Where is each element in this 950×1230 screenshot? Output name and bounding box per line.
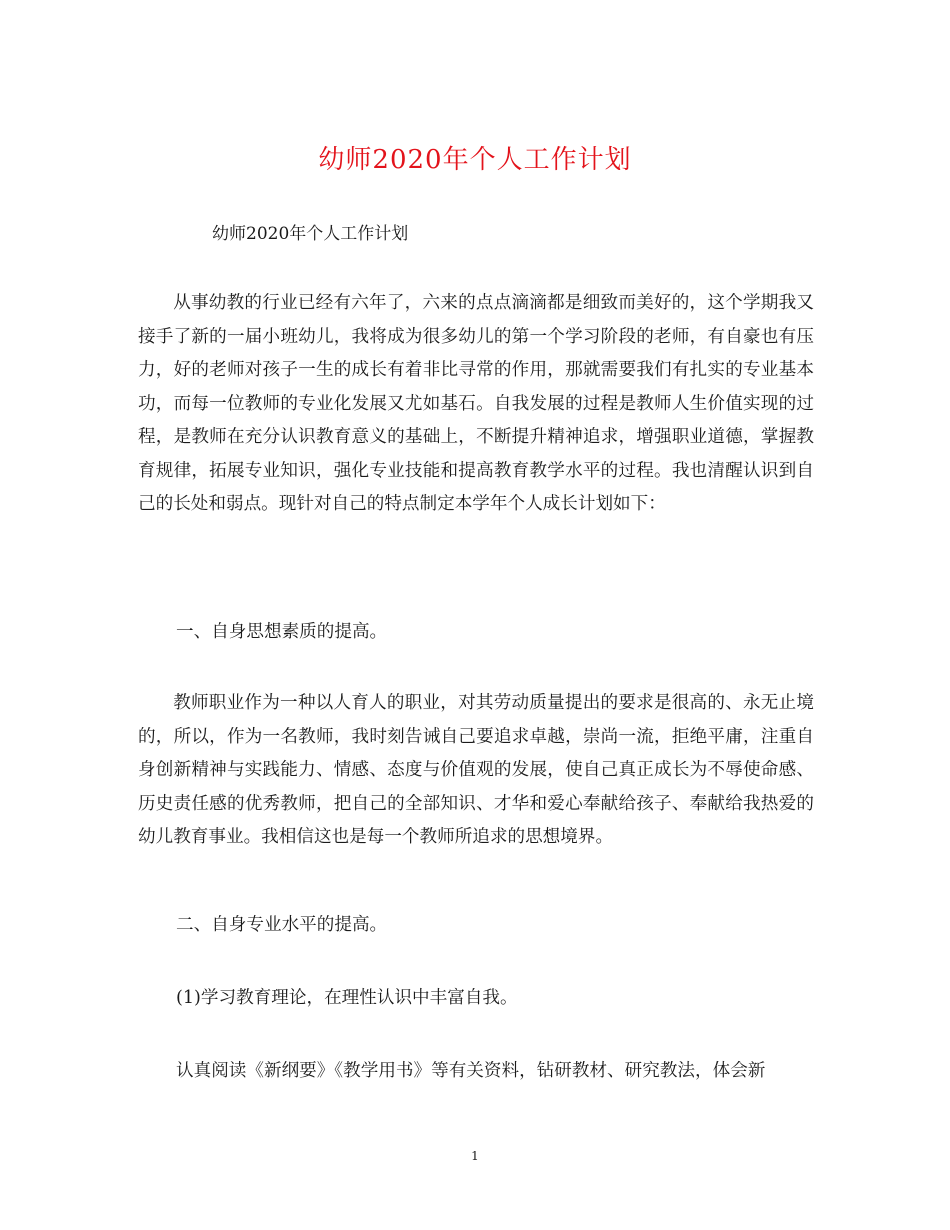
subsection-heading-1: (1)学习教育理论，在理性认识中丰富自我。: [176, 988, 518, 1008]
document-title: 幼师2020年个人工作计划: [318, 145, 632, 175]
section-1-paragraph: 教师职业作为一种以人育人的职业，对其劳动质量提出的要求是很高的、永无止境的，所以，作为一名教师，我时刻告诫自己要追求卓越，崇尚一流，拒绝平庸，注重自身创新精神与实践能力、情感、态度与价值观的发展，使自己真正成长为不辱使命感、历史责任感的优秀教师，把自己的全部知识、才华和爱心奉献给孩子、奉献给我热爱的幼儿教育事业。我相信这也是每一个教师所追求的思想境界。: [138, 693, 814, 847]
section-heading-1: 一、自身思想素质的提高。: [176, 622, 388, 642]
document-subtitle: 幼师2020年个人工作计划: [212, 224, 409, 244]
intro-paragraph: 从事幼教的行业已经有六年了，六来的点点滴滴都是细致而美好的，这个学期我又接手了新的一届小班幼儿，我将成为很多幼儿的第一个学习阶段的老师，有自豪也有压力，好的老师对孩子一生的成长有着非比寻常的作用，那就需要我们有扎实的专业基本功，而每一位教师的专业化发展又尤如基石。自我发展的过程是教师人生价值实现的过程，是教师在充分认识教育意义的基础上，不断提升精神追求，增强职业道德，掌握教育规律，拓展专业知识，强化专业技能和提高教育教学水平的过程。我也清醒认识到自己的长处和弱点。现针对自己的特点制定本学年个人成长计划如下：: [138, 293, 814, 514]
page-number: 1: [471, 1149, 479, 1163]
subsection-1-paragraph: 认真阅读《新纲要》《教学用书》等有关资料，钻研教材、研究教法，体会新: [176, 1061, 766, 1081]
section-heading-2: 二、自身专业水平的提高。: [176, 915, 388, 935]
